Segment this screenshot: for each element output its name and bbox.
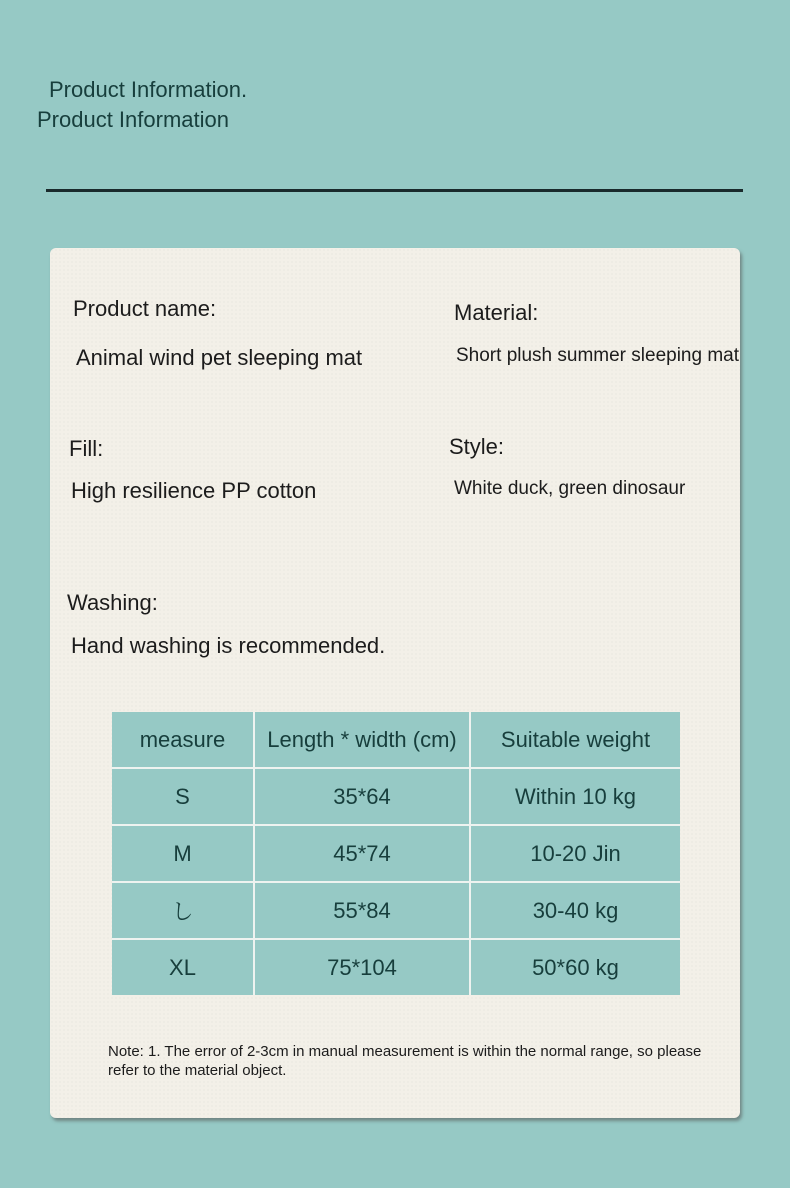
- table-row: [112, 939, 680, 995]
- weight-cell: 30-40 kg: [470, 882, 680, 939]
- product-name-label: Product name:: [73, 296, 217, 321]
- dimension-cell: 55*84: [254, 882, 470, 939]
- table-row: [112, 825, 680, 882]
- table-row: [112, 882, 680, 939]
- weight-cell: 10-20 Jin: [470, 825, 680, 882]
- dimension-cell: 45*74: [254, 825, 470, 882]
- fill-label: Fill:: [69, 436, 104, 461]
- material-value: Short plush summer sleeping mat: [456, 345, 740, 366]
- page-title-secondary: Product Information: [37, 107, 229, 132]
- size-cell: S: [112, 768, 254, 825]
- size-cell: M: [112, 825, 254, 882]
- header-weight: Suitable weight: [470, 712, 680, 768]
- weight-cell: 50*60 kg: [470, 939, 680, 995]
- page-title-primary: Product Information.: [49, 77, 248, 102]
- size-table: [112, 712, 680, 995]
- header-dimensions: Length * width (cm): [254, 712, 470, 768]
- measurement-note: Note: 1. The error of 2-3cm in manual measurement is within the normal range, so please refer to the material object.: [108, 1043, 702, 1079]
- style-label: Style:: [449, 434, 505, 459]
- size-cell: XL: [112, 939, 254, 995]
- size-cell: し: [112, 882, 254, 939]
- dimension-cell: 75*104: [254, 939, 470, 995]
- table-row: [112, 768, 680, 825]
- style-value: White duck, green dinosaur: [454, 478, 686, 499]
- fill-value: High resilience PP cotton: [71, 478, 317, 503]
- washing-value: Hand washing is recommended.: [71, 633, 386, 658]
- header-measure: measure: [112, 712, 254, 768]
- product-name-value: Animal wind pet sleeping mat: [76, 345, 363, 370]
- washing-label: Washing:: [67, 590, 158, 615]
- material-label: Material:: [454, 300, 539, 325]
- table-header-row: [112, 712, 680, 768]
- header-divider: [46, 189, 743, 192]
- weight-cell: Within 10 kg: [470, 768, 680, 825]
- dimension-cell: 35*64: [254, 768, 470, 825]
